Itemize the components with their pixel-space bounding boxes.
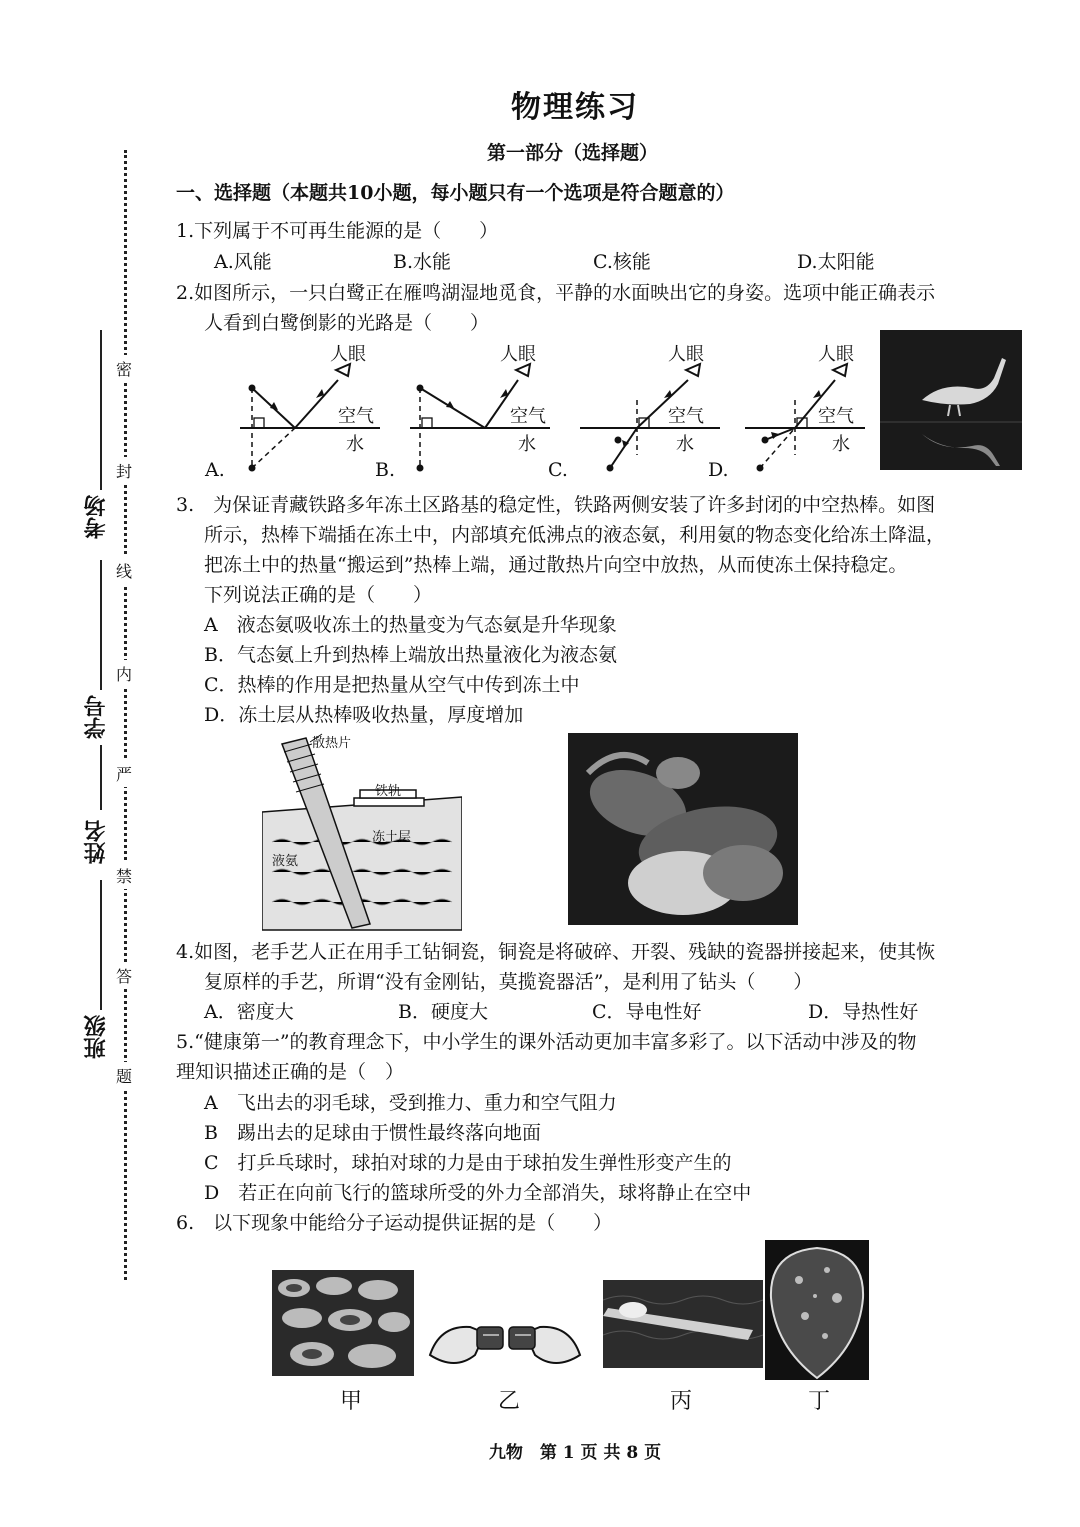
q2-b-water-label: 水 xyxy=(518,434,536,455)
liquid-ammonia-label: 液氨 xyxy=(272,854,299,869)
seal-char: 题 xyxy=(116,1062,132,1089)
q2-c-air-label: 空气 xyxy=(668,406,704,427)
student-id-label: 学号 xyxy=(83,695,109,739)
q5-option-a: A 飞出去的羽毛球，受到推力、重力和空气阻力 xyxy=(204,1092,617,1114)
student-id-line xyxy=(100,560,102,690)
heat-rod-diagram xyxy=(262,732,462,932)
class-line xyxy=(100,880,102,1010)
exam-room-line xyxy=(100,330,102,490)
q6-label-ding: 丁 xyxy=(808,1389,831,1414)
q6-label-jia: 甲 xyxy=(340,1389,363,1414)
q2-d-eye-label: 人眼 xyxy=(818,344,854,365)
q4-option-a: A．密度大 xyxy=(204,1001,294,1023)
q2-stem-line1: 2.如图所示，一只白鹭正在雁鸣湖湿地觅食，平静的水面映出它的身姿。选项中能正确表示 xyxy=(176,282,936,304)
rail-label: 铁轨 xyxy=(375,784,402,799)
q4-option-d: D．导热性好 xyxy=(808,1001,919,1023)
name-line xyxy=(100,745,102,810)
q3-stem-line1: 3. 为保证青藏铁路多年冻土区路基的稳定性，铁路两侧安装了许多封闭的中空热棒。如图 xyxy=(176,494,936,516)
q2-b-air-label: 空气 xyxy=(510,406,546,427)
name-label: 姓名 xyxy=(83,820,109,864)
q6-label-bing: 丙 xyxy=(670,1389,693,1414)
q5-option-c: C 打乒乓球时，球拍对球的力是由于球拍发生弹性形变产生的 xyxy=(204,1152,732,1174)
seal-char: 严 xyxy=(116,760,132,787)
q6-image-jia xyxy=(272,1270,414,1376)
class-label: 班级 xyxy=(83,1015,109,1059)
section-heading: 一、选择题（本题共10小题，每小题只有一个选项是符合题意的） xyxy=(176,182,735,204)
q6-image-bing xyxy=(603,1280,763,1368)
q2-option-c: C. xyxy=(548,459,568,481)
q2-option-a: A. xyxy=(205,459,225,481)
q6-image-ding xyxy=(765,1240,869,1380)
q3-option-c: C．热棒的作用是把热量从空气中传到冻土中 xyxy=(204,674,580,696)
q4-stem-line1: 4.如图，老手艺人正在用手工钻铜瓷，铜瓷是将破碎、开裂、残缺的瓷器拼接起来，使其恢 xyxy=(176,941,936,963)
q2-a-air-label: 空气 xyxy=(338,406,374,427)
q2-d-air-label: 空气 xyxy=(818,406,854,427)
q2-b-eye-label: 人眼 xyxy=(500,344,536,365)
q2-c-water-label: 水 xyxy=(676,434,694,455)
q3-stem-line3: 把冻土中的热量“搬运到”热棒上端，通过散热片向空中放热，从而使冻土保持稳定。 xyxy=(204,554,908,576)
part-heading: 第一部分（选择题） xyxy=(486,142,658,164)
seal-char: 密 xyxy=(116,355,132,382)
q3-stem-line4: 下列说法正确的是（ ） xyxy=(204,584,433,606)
q5-option-b: B 踢出去的足球由于惯性最终落向地面 xyxy=(204,1122,541,1144)
q3-option-d: D．冻土层从热棒吸收热量，厚度增加 xyxy=(204,704,524,726)
q1-stem: 1.下列属于不可再生能源的是（ ） xyxy=(176,220,499,242)
q1-option-d: D.太阳能 xyxy=(797,251,875,273)
porcelain-repair-photo xyxy=(568,733,798,925)
q4-option-b: B．硬度大 xyxy=(398,1001,488,1023)
q3-stem-line2: 所示，热棒下端插在冻土中，内部填充低沸点的液态氨，利用氨的物态变化给冻土降温， xyxy=(204,524,946,546)
exam-room-label: 考场 xyxy=(83,495,109,539)
q5-option-d: D 若正在向前飞行的篮球所受的外力全部消失，球将静止在空中 xyxy=(204,1182,752,1204)
q6-label-yi: 乙 xyxy=(498,1389,521,1414)
seal-char: 答 xyxy=(116,962,132,989)
q4-stem-line2: 复原样的手艺，所谓“没有金刚钻，莫揽瓷器活”，是利用了钻头（ ） xyxy=(204,971,813,993)
q5-stem-line1: 5.“健康第一”的教育理念下，中小学生的课外活动更加丰富多彩了。以下活动中涉及的物 xyxy=(176,1031,917,1053)
binding-dotted-line xyxy=(124,150,127,1280)
q1-option-a: A.风能 xyxy=(214,251,272,273)
q5-stem-line2: 理知识描述正确的是（ ） xyxy=(176,1061,405,1083)
q2-a-water-label: 水 xyxy=(346,434,364,455)
q3-option-a: A 液态氨吸收冻土的热量变为气态氨是升华现象 xyxy=(204,614,617,636)
q2-option-d: D. xyxy=(708,459,729,481)
q2-d-water-label: 水 xyxy=(832,434,850,455)
q4-option-c: C．导电性好 xyxy=(592,1001,702,1023)
permafrost-label: 冻土层 xyxy=(372,830,412,845)
q6-image-yi xyxy=(425,1305,585,1375)
q6-stem: 6. 以下现象中能给分子运动提供证据的是（ ） xyxy=(176,1212,613,1234)
q2-diagram-d xyxy=(735,340,875,480)
egret-photo xyxy=(880,330,1022,470)
q3-option-b: B．气态氨上升到热棒上端放出热量液化为液态氨 xyxy=(204,644,617,666)
q2-a-eye-label: 人眼 xyxy=(330,344,366,365)
page-footer: 九物 第 1 页 共 8 页 xyxy=(488,1443,662,1463)
seal-char: 封 xyxy=(116,457,132,484)
q1-option-b: B.水能 xyxy=(393,251,452,273)
q2-c-eye-label: 人眼 xyxy=(668,344,704,365)
seal-char: 内 xyxy=(116,660,132,687)
page-title: 物理练习 xyxy=(511,90,639,125)
fins-label: 散热片 xyxy=(312,736,352,751)
seal-char: 线 xyxy=(116,557,132,584)
q2-stem-line2: 人看到白鹭倒影的光路是（ ） xyxy=(204,312,490,334)
q2-option-b: B. xyxy=(375,459,396,481)
seal-char: 禁 xyxy=(116,862,132,889)
q1-option-c: C.核能 xyxy=(593,251,651,273)
